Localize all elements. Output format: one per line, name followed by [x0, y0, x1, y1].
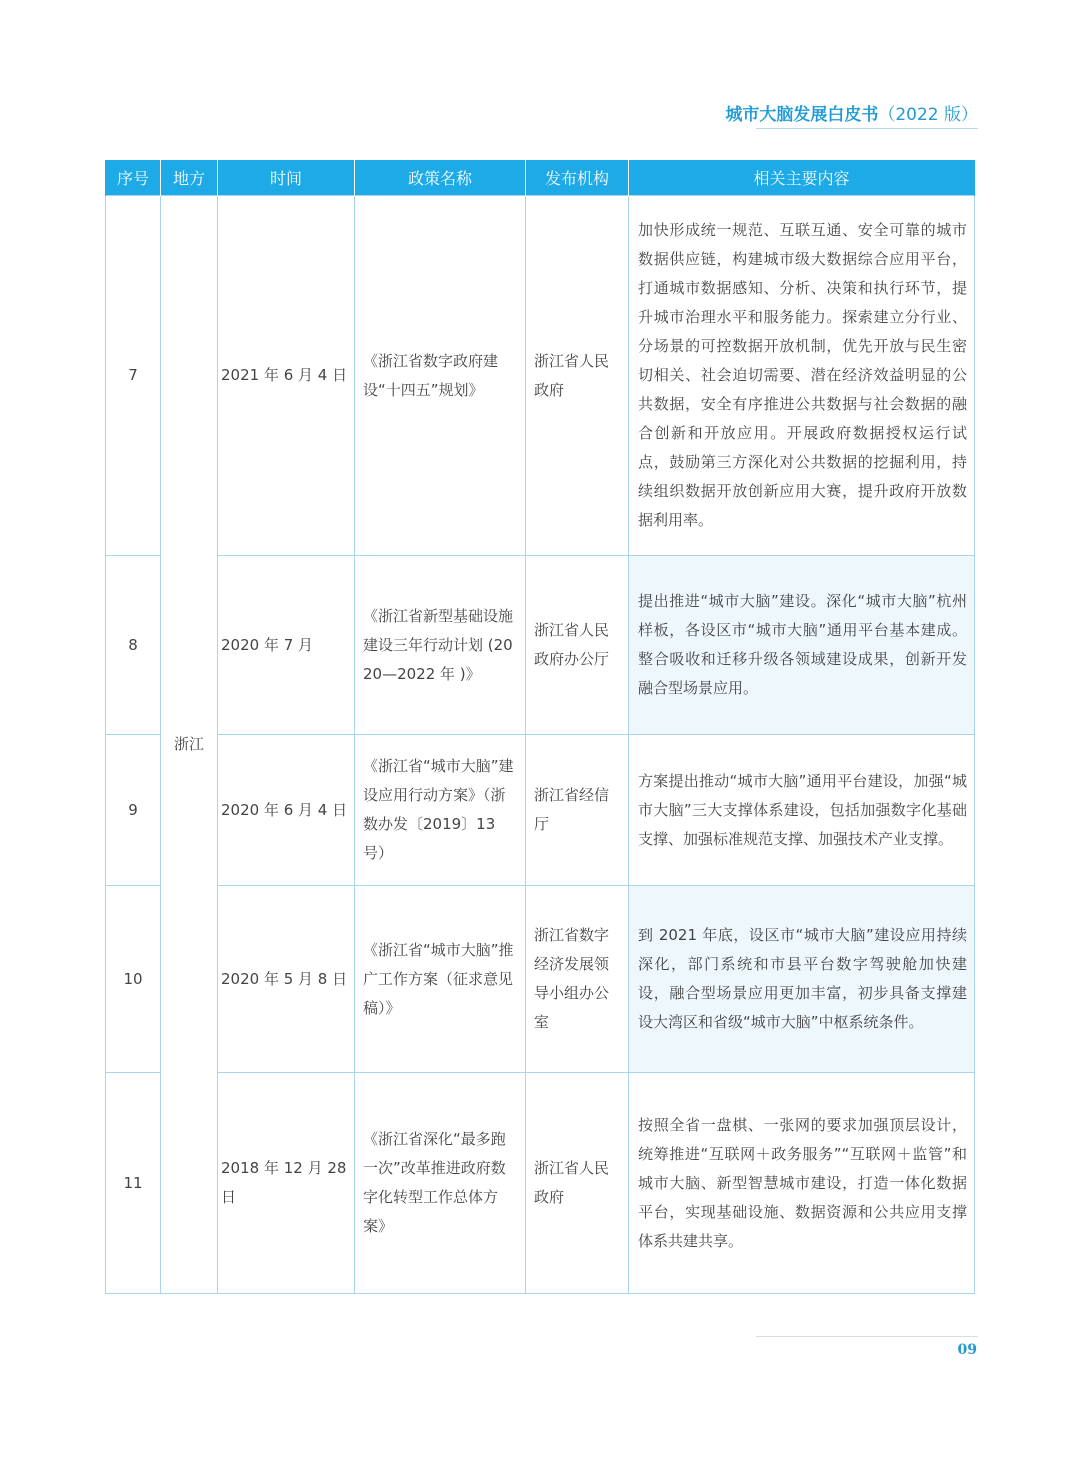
table-row: [106, 196, 975, 556]
row-number: 9: [106, 735, 161, 886]
table-row: [106, 1073, 975, 1294]
page-number: 09: [957, 1342, 977, 1358]
row-content: 提出推进“城市大脑”建设。深化“城市大脑”杭州样板，各设区市“城市大脑”通用平台基本建成。整合吸收和迁移升级各领域建设成果，创新开发融合型场景应用。: [629, 556, 975, 735]
document-title: [725, 100, 978, 125]
column-header-no: 序号: [106, 160, 161, 196]
header-divider: [756, 128, 978, 129]
column-header-issuer: 发布机构: [526, 160, 629, 196]
row-number: 8: [106, 556, 161, 735]
row-content: 加快形成统一规范、互联互通、安全可靠的城市数据供应链，构建城市级大数据综合应用平台，打通城市数据感知、分析、决策和执行环节，提升城市治理水平和服务能力。探索建立分行业、分场景的可控数据开放机制，优先开放与民生密切相关、社会迫切需要、潜在经济效益明显的公共数据，安全有序推进公共数据与社会数据的融合创新和开放应用。开展政府数据授权运行试点，鼓励第三方深化对公共数据的挖掘利用，持续组织数据开放创新应用大赛，提升政府开放数据利用率。: [629, 196, 975, 556]
document-title-main: 城市大脑发展白皮书: [725, 105, 879, 125]
table-header-row: [106, 160, 975, 196]
footer-divider: [756, 1336, 978, 1337]
row-policy: 《浙江省数字政府建设“十四五”规划》: [355, 196, 526, 556]
row-date: 2020 年 7 月: [218, 556, 355, 735]
column-header-date: 时间: [218, 160, 355, 196]
row-issuer: 浙江省经信厅: [526, 735, 629, 886]
row-issuer: 浙江省数字经济发展领导小组办公室: [526, 886, 629, 1073]
row-policy: 《浙江省深化“最多跑一次”改革推进政府数字化转型工作总体方案》: [355, 1073, 526, 1294]
table-row: [106, 556, 975, 735]
policy-table: [105, 160, 975, 1294]
row-issuer: 浙江省人民政府: [526, 1073, 629, 1294]
row-content: 方案提出推动“城市大脑”通用平台建设，加强“城市大脑”三大支撑体系建设，包括加强数字化基础支撑、加强标准规范支撑、加强技术产业支撑。: [629, 735, 975, 886]
row-number: 11: [106, 1073, 161, 1294]
column-header-policy: 政策名称: [355, 160, 526, 196]
row-issuer: 浙江省人民政府办公厅: [526, 556, 629, 735]
row-number: 7: [106, 196, 161, 556]
row-content: 到 2021 年底，设区市“城市大脑”建设应用持续深化，部门系统和市县平台数字驾驶舱加快建设，融合型场景应用更加丰富，初步具备支撑建设大湾区和省级“城市大脑”中枢系统条件。: [629, 886, 975, 1073]
row-date: 2018 年 12 月 28 日: [218, 1073, 355, 1294]
row-policy: 《浙江省“城市大脑”推广工作方案（征求意见稿）》: [355, 886, 526, 1073]
row-number: 10: [106, 886, 161, 1073]
row-date: 2021 年 6 月 4 日: [218, 196, 355, 556]
row-date: 2020 年 6 月 4 日: [218, 735, 355, 886]
row-policy: 《浙江省新型基础设施建设三年行动计划 (2020—2022 年 )》: [355, 556, 526, 735]
column-header-content: 相关主要内容: [629, 160, 975, 196]
table-row: [106, 735, 975, 886]
row-policy: 《浙江省“城市大脑”建设应用行动方案》（浙数办发〔2019〕13 号）: [355, 735, 526, 886]
row-content: 按照全省一盘棋、一张网的要求加强顶层设计，统筹推进“互联网＋政务服务”“互联网＋监管”和城市大脑、新型智慧城市建设，打造一体化数据平台，实现基础设施、数据资源和公共应用支撑体系共建共享。: [629, 1073, 975, 1294]
table-row: [106, 886, 975, 1073]
document-edition: （2022 版）: [878, 105, 978, 125]
row-issuer: 浙江省人民政府: [526, 196, 629, 556]
row-date: 2020 年 5 月 8 日: [218, 886, 355, 1073]
column-header-region: 地方: [161, 160, 218, 196]
region-cell: 浙江: [161, 196, 218, 1294]
